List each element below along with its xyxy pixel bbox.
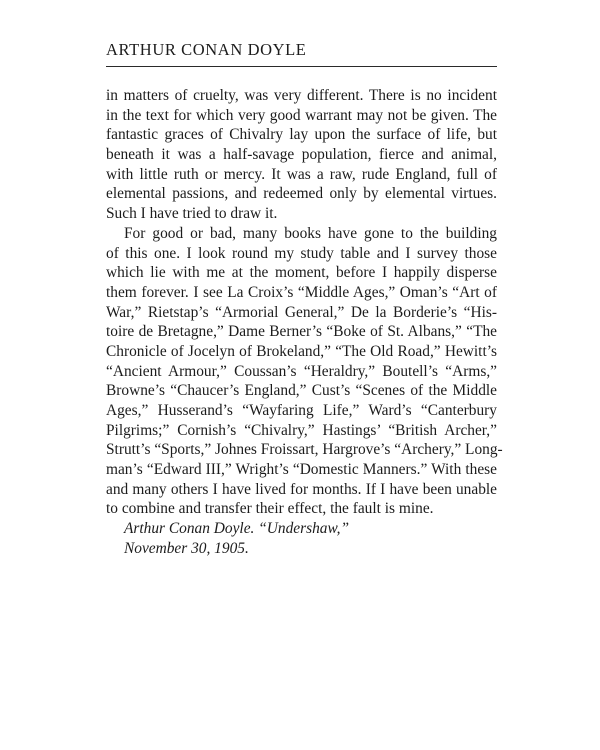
text-line: Chronicle of Jocelyn of Brokeland,” “The Old Road,” Hewitt’s: [106, 342, 497, 360]
text-line: War,” Rietstap’s “Armorial General,” De la Borderie’s “His-: [106, 303, 497, 321]
signature-date: November 30, 1905.: [124, 539, 249, 557]
text-line: toire de Bretagne,” Dame Berner’s “Boke of St. Albans,” “The: [106, 323, 497, 341]
text-line: to combine and transfer their effect, the fault is mine.: [106, 500, 434, 518]
signature-block: [106, 519, 497, 558]
text-line: “Ancient Armour,” Coussan’s “Heraldry,” Boutell’s “Arms,”: [106, 362, 497, 380]
text-line: in matters of cruelty, was very different. There is no incident: [106, 87, 497, 104]
text-line: and many others I have lived for months. If I have been unable: [106, 480, 497, 498]
text-line: For good or bad, many books have gone to the building: [124, 224, 497, 242]
text-line: in the text for which very good warrant may not be given. The: [106, 106, 497, 124]
text-line: Ages,” Husserand’s “Wayfaring Life,” Ward’s “Canterbury: [106, 402, 497, 419]
text-line: man’s “Edward III,” Wright’s “Domestic Manners.” With these: [106, 461, 497, 479]
text-line: Pilgrims;” Cornish’s “Chivalry,” Hastings’ “British Archer,”: [106, 421, 497, 439]
header-rule: [106, 66, 497, 67]
text-line: beneath it was a half-savage population, fierce and animal,: [106, 146, 497, 164]
body-text: [106, 86, 503, 559]
signature-line: Arthur Conan Doyle. “Undershaw,”: [124, 520, 350, 538]
text-line: which lie with me at the moment, before I happily disperse: [106, 264, 497, 282]
text-line: with little ruth or mercy. It was a raw, rude England, full of: [106, 165, 497, 183]
text-line: of this one. I look round my study table and I survey those: [106, 244, 497, 262]
paragraph-1: [106, 86, 497, 224]
text-line: them forever. I see La Croix’s “Middle Ages,” Oman’s “Art of: [106, 283, 497, 301]
text-line: Such I have tried to draw it.: [106, 205, 278, 223]
text-line: elemental passions, and redeemed only by elemental virtues.: [106, 185, 497, 203]
running-head: ARTHUR CONAN DOYLE: [106, 40, 307, 59]
text-line: fantastic graces of Chivalry lay upon the surface of life, but: [106, 126, 497, 144]
text-line: Browne’s “Chaucer’s England,” Cust’s “Scenes of the Middle: [106, 382, 497, 400]
paragraph-2: [106, 224, 503, 519]
text-line: Strutt’s “Sports,” Johnes Froissart, Hargrove’s “Archery,” Long-: [106, 441, 503, 459]
